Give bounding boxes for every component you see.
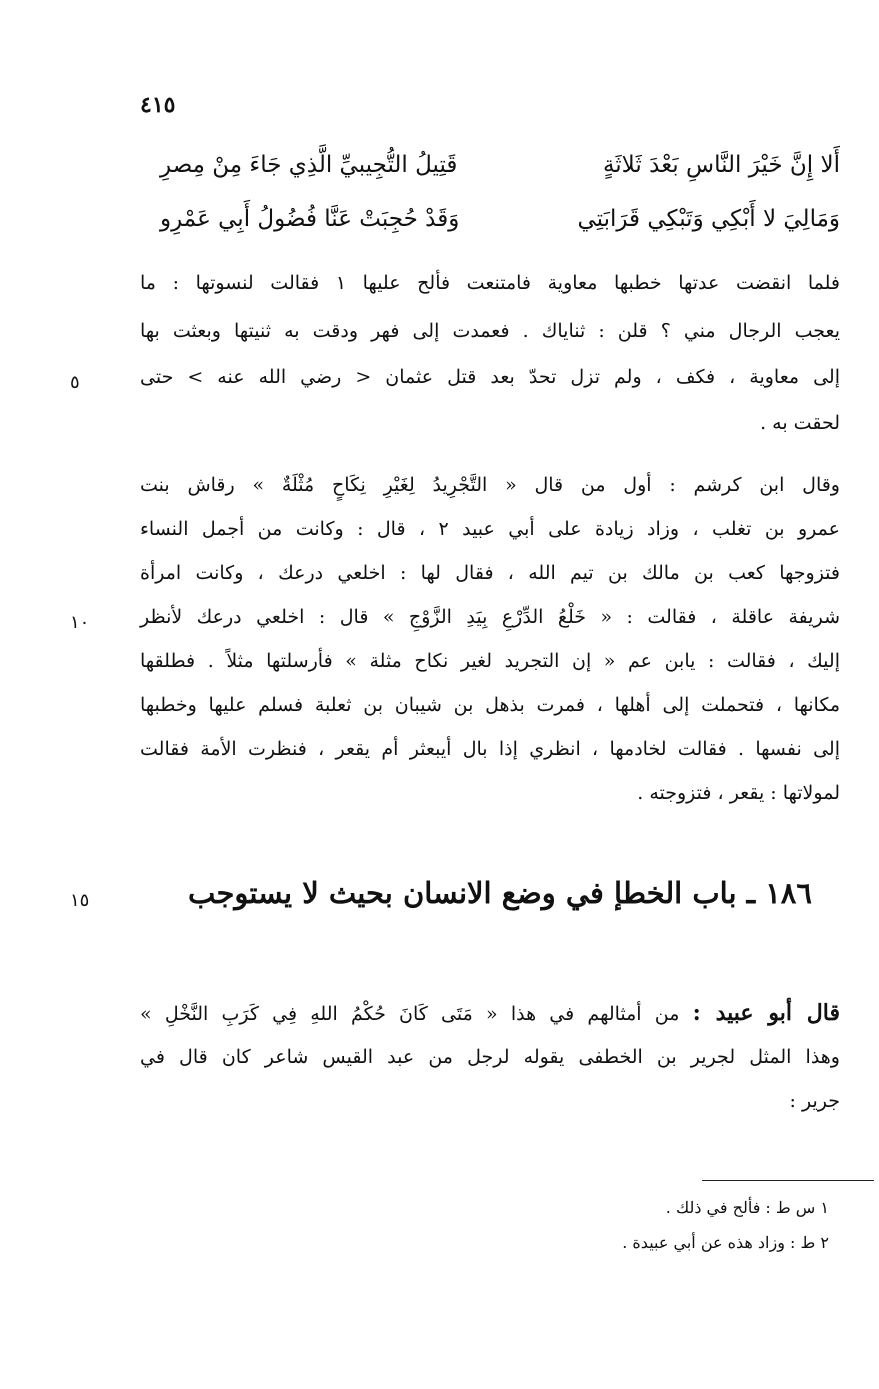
paragraph-line: فتزوجها كعب بن مالك بن تيم الله ، فقال لها : اخلعي درعك ، وكانت امرأة xyxy=(140,562,840,584)
verse-first-hemistich: أَلا إِنَّ خَيْرَ النَّاسِ بَعْدَ ثَلاثَةٍ xyxy=(602,152,840,178)
paragraph-line: لمولاتها : يقعر ، فتزوجته . xyxy=(637,782,840,804)
footnote: ١ س ط : فألح في ذلك . xyxy=(665,1198,829,1217)
paragraph-line xyxy=(140,1000,840,1040)
quote-text: من أمثالهم في هذا « مَتَى كَانَ حُكْمُ اللهِ فِي كَرَبِ النَّخْلِ » xyxy=(140,1003,680,1025)
quote-lead: قال أبو عبيد : xyxy=(692,1000,840,1026)
paragraph-line: إليك ، فقالت : يابن عم « إن التجريد لغير نكاح مثلة » فأرسلتها مثلاً . فطلقها xyxy=(140,650,840,672)
line-number: ١٠ xyxy=(70,612,90,633)
paragraph-line: مكانها ، فتحملت إلى أهلها ، فمرت بذهل بن شيبان بن ثعلبة فسلم عليها وخطبها xyxy=(140,694,840,716)
verse-first-hemistich: وَمَالِيَ لا أَبْكِي وَتَبْكِي قَرَابَتِي xyxy=(577,206,840,232)
paragraph-line: جرير : xyxy=(789,1090,840,1112)
verse-second-hemistich: قَتِيلُ التُّجِيبيِّ الَّذِي جَاءَ مِنْ مِصرِ xyxy=(160,152,458,178)
paragraph-line: عمرو بن تغلب ، وزاد زيادة على أبي عبيد ٢ ، قال : وكانت من أجمل النساء xyxy=(140,518,840,540)
paragraph-line: وهذا المثل لجرير بن الخطفى يقوله لرجل من عبد القيس شاعر كان قال في xyxy=(140,1046,840,1068)
paragraph-line: يعجب الرجال مني ؟ قلن : ثناياك . فعمدت إلى فهر ودقت به ثنيتها وبعثت بها xyxy=(140,320,840,342)
verse-line xyxy=(160,152,840,196)
line-number: ١٥ xyxy=(70,890,90,911)
paragraph-line: وقال ابن كرشم : أول من قال « التَّجْرِيدُ لِغَيْرِ نِكَاحٍ مُثْلَةٌ » رقاش بنت xyxy=(140,474,840,496)
page-number: ٤١٥ xyxy=(140,92,176,118)
footnote-divider xyxy=(702,1180,874,1181)
line-number: ٥ xyxy=(70,372,80,393)
paragraph-line: إلى نفسها . فقالت لخادمها ، انظري إذا بال أيبعثر أم يقعر ، فنظرت الأمة فقالت xyxy=(140,738,840,760)
footnote: ٢ ط : وزاد هذه عن أبي عبيدة . xyxy=(622,1233,829,1252)
chapter-heading: ١٨٦ ـ باب الخطإ في وضع الانسان بحيث لا يستوجب xyxy=(188,876,812,910)
paragraph-line: فلما انقضت عدتها خطبها معاوية فامتنعت فألح عليها ١ فقالت لنسوتها : ما xyxy=(140,272,841,294)
verse-second-hemistich: وَقَدْ حُجِبَتْ عَنَّا فُضُولُ أَبِي عَمْرِو xyxy=(160,206,460,232)
paragraph-line: لحقت به . xyxy=(760,412,840,434)
paragraph-line: إلى معاوية ، فكف ، ولم تزل تحدّ بعد قتل عثمان < رضي الله عنه > حتى xyxy=(140,366,840,388)
paragraph-line: شريفة عاقلة ، فقالت : « خَلْعُ الدِّرْعِ بِيَدِ الزَّوْجِ » قال : اخلعي درعك لأنظر xyxy=(140,606,840,628)
verse-line xyxy=(160,206,840,250)
